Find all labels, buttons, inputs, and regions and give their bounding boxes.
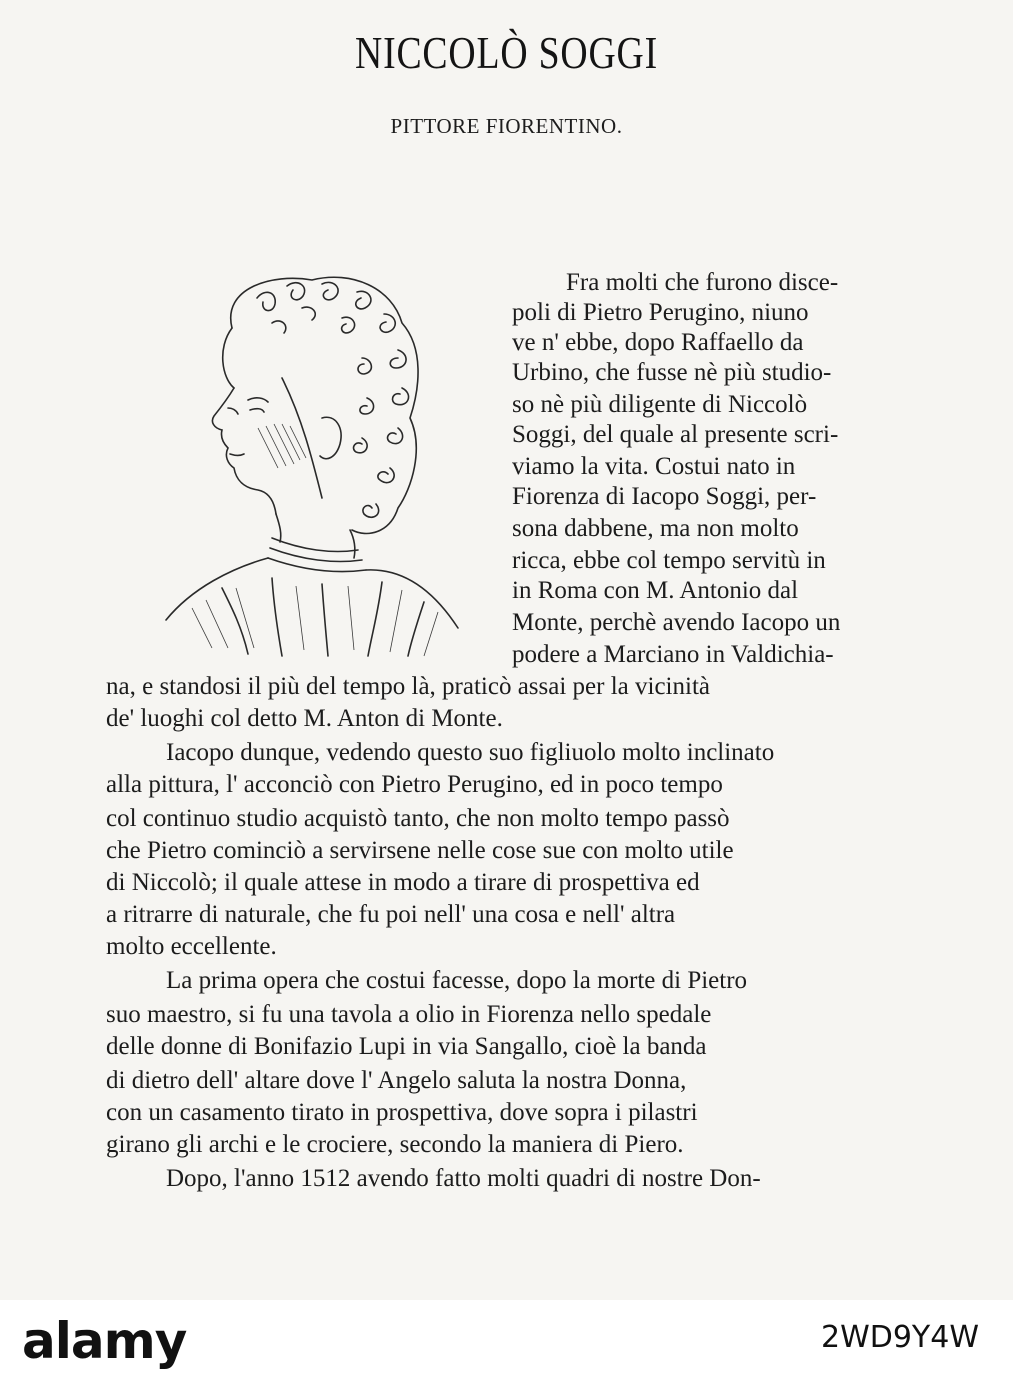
page-subtitle: PITTORE FIORENTINO. — [390, 114, 623, 138]
portrait-engraving — [162, 268, 482, 658]
text-line: con un casamento tirato in prospettiva, dove sopra i pilastri — [106, 1099, 698, 1126]
text-line: La prima opera che costui facesse, dopo la morte di Pietro — [166, 967, 748, 994]
text-line: delle donne di Bonifazio Lupi in via Sangallo, cioè la banda — [106, 1033, 707, 1060]
text-line: ricca, ebbe col tempo servitù in — [512, 547, 826, 574]
text-line: Fiorenza di Iacopo Soggi, per- — [512, 483, 817, 510]
text-line: di Niccolò; il quale attese in modo a tirare di prospettiva ed — [106, 869, 700, 896]
text-line: sona dabbene, ma non molto — [512, 515, 799, 542]
text-line: che Pietro cominciò a servirsene nelle cose sue con molto utile — [106, 837, 734, 864]
stock-logo: alamy — [22, 1312, 187, 1370]
text-line: ve n' ebbe, dopo Raffaello da — [512, 329, 804, 356]
text-line: in Roma con M. Antonio dal — [512, 577, 799, 604]
text-line: Soggi, del quale al presente scri- — [512, 421, 839, 448]
text-line: Urbino, che fusse nè più studio- — [512, 359, 832, 386]
text-line: viamo la vita. Costui nato in — [512, 453, 796, 480]
text-line: Fra molti che furono disce- — [566, 269, 839, 296]
text-line: so nè più diligente di Niccolò — [512, 391, 808, 418]
text-line: de' luoghi col detto M. Anton di Monte. — [106, 705, 503, 732]
text-line: Dopo, l'anno 1512 avendo fatto molti quadri di nostre Don- — [166, 1165, 761, 1192]
text-line: podere a Marciano in Valdichia- — [512, 641, 834, 668]
text-line: Iacopo dunque, vedendo questo suo figliuolo molto inclinato — [166, 739, 775, 766]
text-line: di dietro dell' altare dove l' Angelo saluta la nostra Donna, — [106, 1067, 687, 1094]
image-id: 2WD9Y4W — [820, 1320, 979, 1355]
text-line: girano gli archi e le crociere, secondo la maniera di Piero. — [106, 1131, 684, 1158]
text-line: molto eccellente. — [106, 933, 277, 960]
text-line: Monte, perchè avendo Iacopo un — [512, 609, 841, 636]
page-title: NICCOLÒ SOGGI — [355, 27, 658, 78]
text-line: na, e standosi il più del tempo là, praticò assai per la vicinità — [106, 673, 710, 700]
text-line: alla pittura, l' acconciò con Pietro Perugino, ed in poco tempo — [106, 771, 723, 798]
text-line: suo maestro, si fu una tavola a olio in Fiorenza nello spedale — [106, 1001, 712, 1028]
text-line: a ritrarre di naturale, che fu poi nell' una cosa e nell' altra — [106, 901, 676, 928]
text-line: poli di Pietro Perugino, niuno — [512, 299, 809, 326]
text-line: col continuo studio acquistò tanto, che non molto tempo passò — [106, 805, 730, 832]
